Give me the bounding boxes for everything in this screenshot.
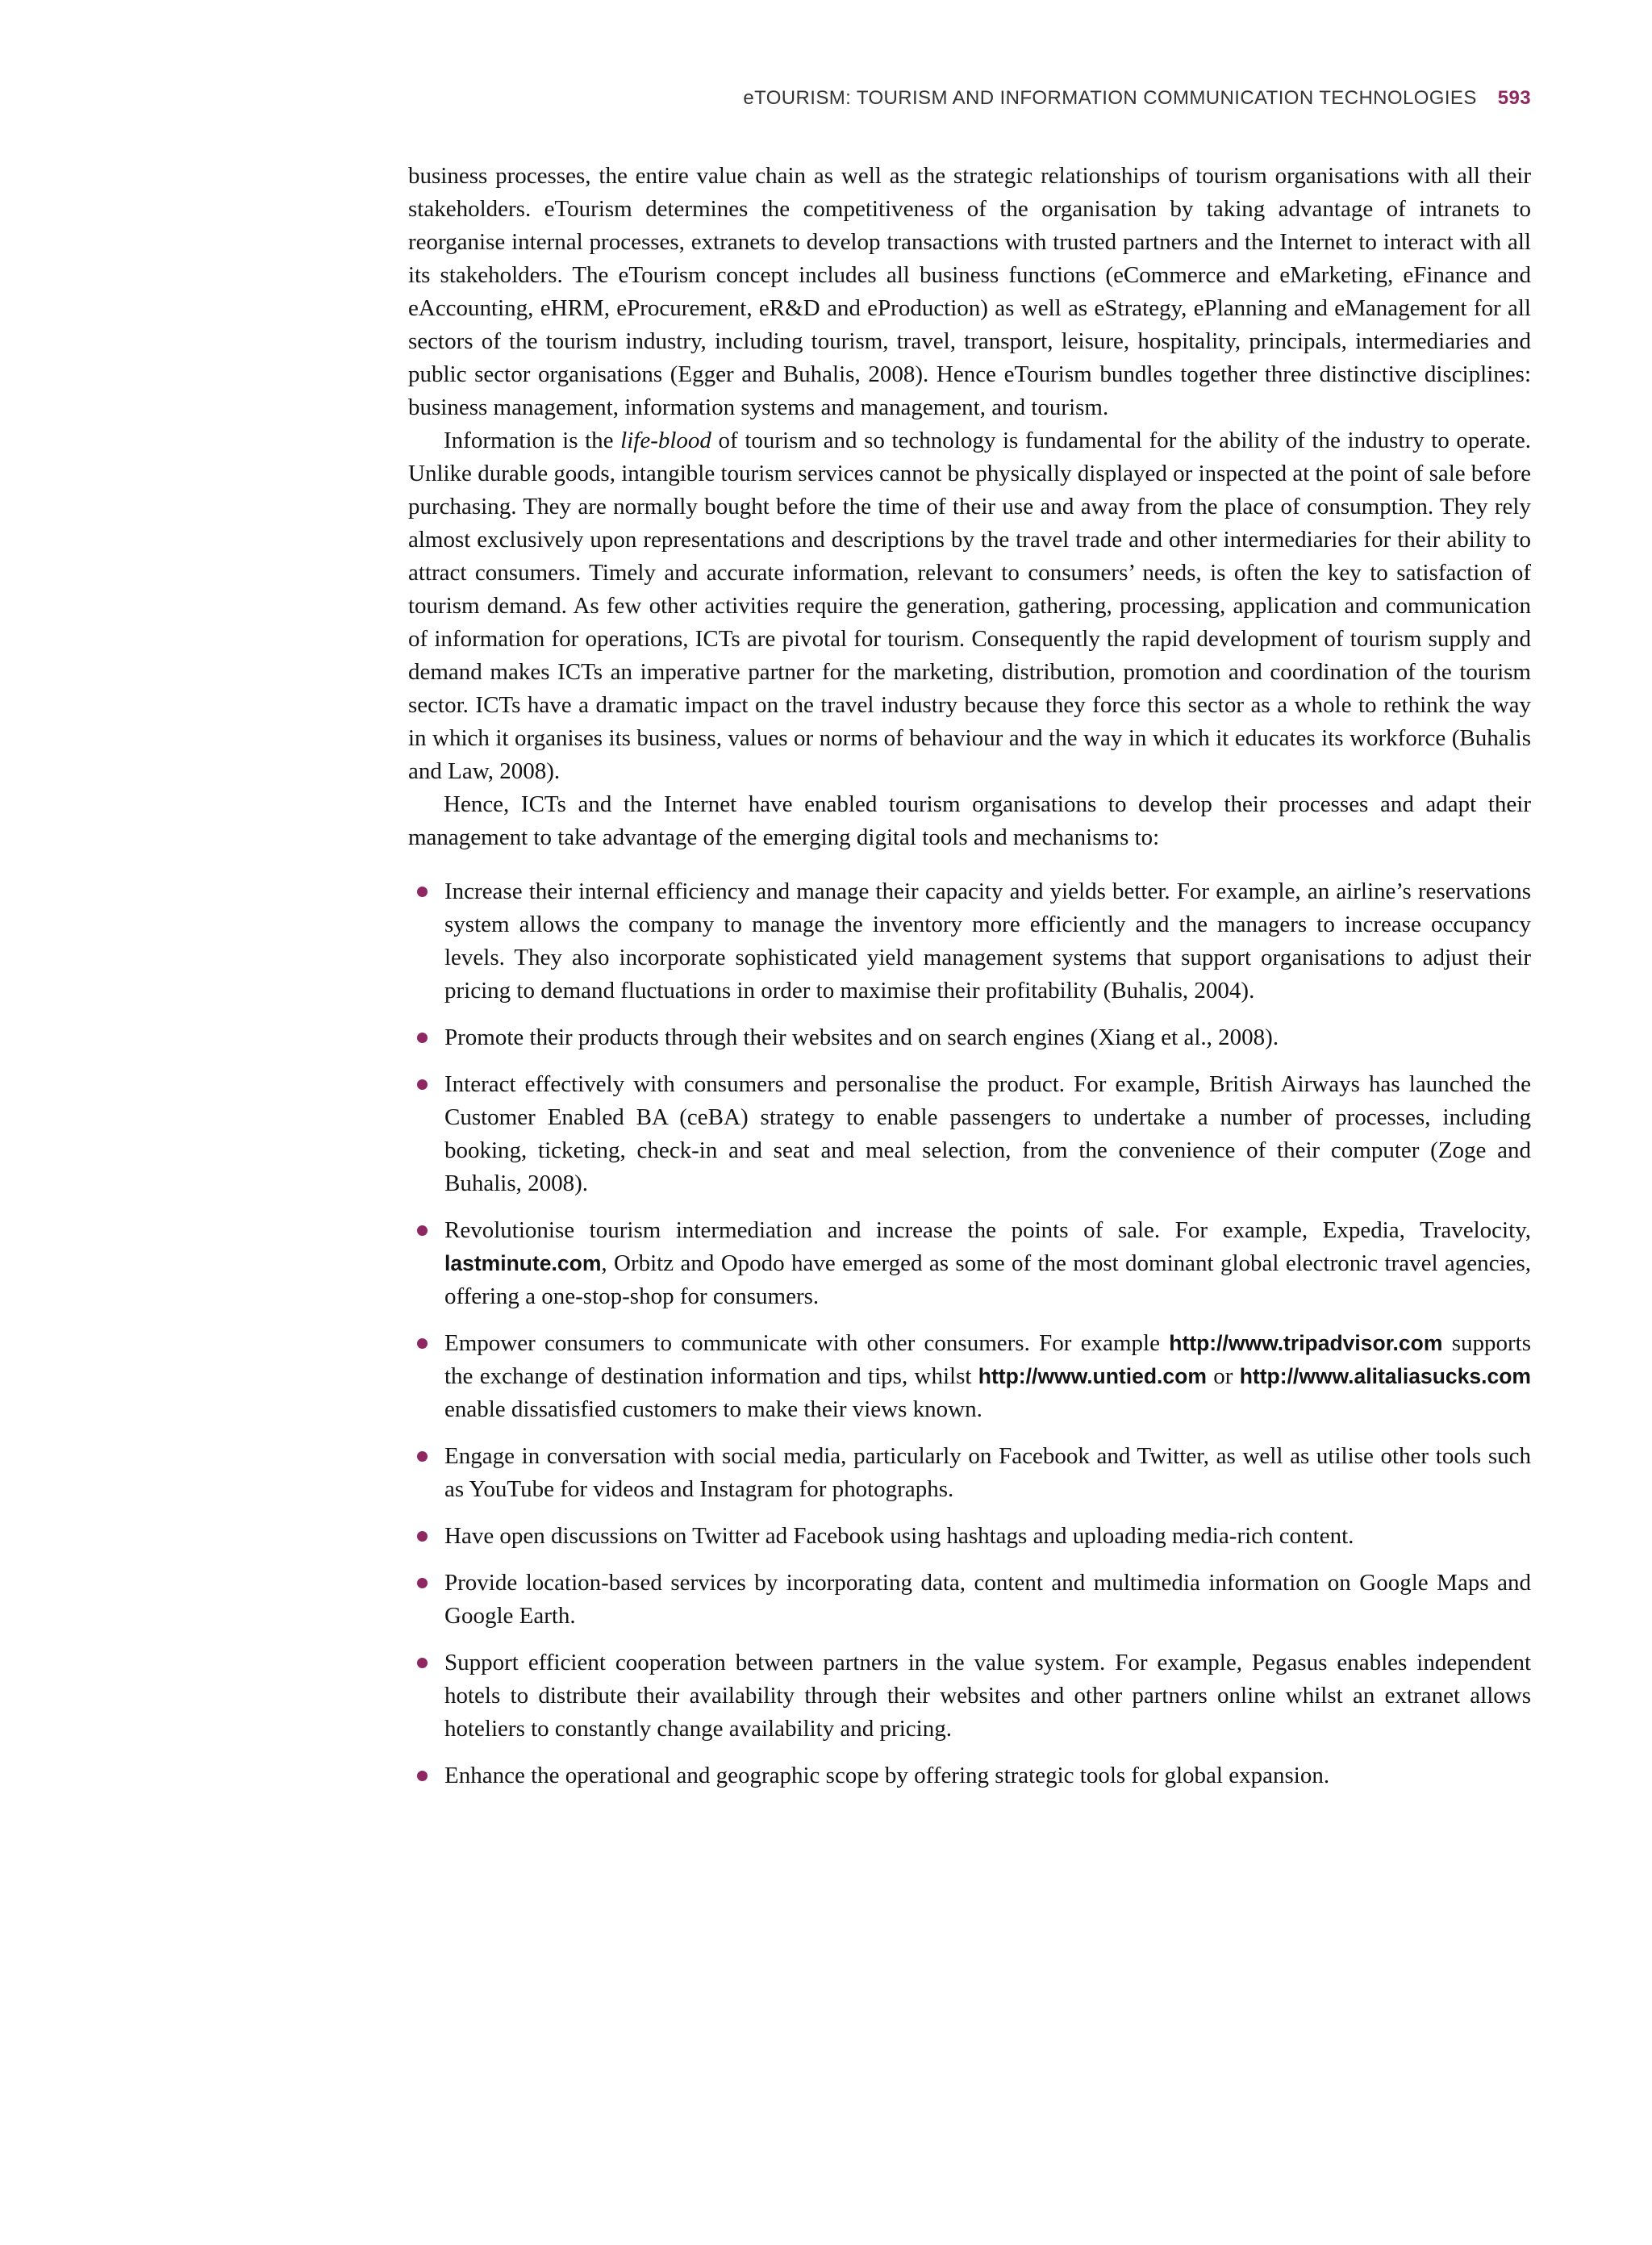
- paragraph-block: [408, 160, 1531, 854]
- bullet-list: [408, 875, 1531, 1792]
- bullet-dot-icon: [417, 1531, 428, 1542]
- text-run: Revolutionise tourism intermediation and increase the points of sale. For example, Expedia, Travelocity,: [444, 1217, 1531, 1243]
- bullet-item: [408, 875, 1531, 1008]
- text-run: Interact effectively with consumers and personalise the product. For example, British Airways has launched the Customer Enabled BA (ceBA) strategy to enable passengers to undertake a number of processes, including booking, ticketing, check-in and seat and meal selection, from the convenience of their computer (Zoge and Buhalis, 2008).: [444, 1071, 1531, 1196]
- bullet-dot-icon: [417, 1771, 428, 1781]
- bullet-dot-icon: [417, 1338, 428, 1349]
- bullet-text: [444, 875, 1531, 1008]
- text-run: Hence, ICTs and the Internet have enabled tourism organisations to develop their processes and adapt their management to take advantage of the emerging digital tools and mechanisms to:: [408, 791, 1531, 850]
- text-run: Empower consumers to communicate with other consumers. For example: [444, 1330, 1170, 1356]
- bullet-item: [408, 1567, 1531, 1633]
- text-run: Enhance the operational and geographic scope by offering strategic tools for global expansion.: [444, 1763, 1330, 1788]
- paragraph: [408, 424, 1531, 788]
- bullet-dot-icon: [417, 1658, 428, 1668]
- bullet-text: [444, 1068, 1531, 1200]
- text-run: Increase their internal efficiency and manage their capacity and yields better. For example, an airline’s reservations system allows the company to manage the inventory more efficiently and the managers to increase occupancy levels. They also incorporate sophisticated yield management systems that support organisations to adjust their pricing to demand fluctuations in order to maximise their profitability (Buhalis, 2004).: [444, 878, 1531, 1004]
- text-run: or: [1206, 1363, 1240, 1389]
- bullet-dot-icon: [417, 1225, 428, 1236]
- bullet-text: [444, 1646, 1531, 1746]
- text-run: Engage in conversation with social media, particularly on Facebook and Twitter, as well as utilise other tools such as YouTube for videos and Instagram for photographs.: [444, 1443, 1531, 1502]
- bullet-text: [444, 1440, 1531, 1506]
- text-run: http://www.tripadvisor.com: [1169, 1331, 1443, 1355]
- bullet-dot-icon: [417, 1033, 428, 1043]
- bullet-item: [408, 1214, 1531, 1313]
- text-run: of tourism and so technology is fundamental for the ability of the industry to operate. Unlike durable goods, intangible tourism services cannot be physically displayed or inspected at the point of sale before purchasing. They are normally bought before the time of their use and away from the place of consumption. They rely almost exclusively upon representations and descriptions by the travel trade and other intermediaries for their ability to attract consumers. Timely and accurate information, relevant to consumers’ needs, is often the key to satisfaction of tourism demand. As few other activities require the generation, gathering, processing, application and communication of information for operations, ICTs are pivotal for tourism. Consequently the rapid development of tourism supply and demand makes ICTs an imperative partner for the marketing, distribution, promotion and coordination of the tourism sector. ICTs have a dramatic impact on the travel industry because they force this sector as a whole to rethink the way in which it organises its business, values or norms of behaviour and the way in which it educates its workforce (Buhalis and Law, 2008).: [408, 428, 1531, 784]
- bullet-text: [444, 1021, 1531, 1054]
- text-run: Promote their products through their websites and on search engines (Xiang et al., 2008).: [444, 1024, 1279, 1050]
- bullet-dot-icon: [417, 1079, 428, 1090]
- text-run: business processes, the entire value chain as well as the strategic relationships of tourism organisations with all their stakeholders. eTourism determines the competitiveness of the organisation by taking advantage of intranets to reorganise internal processes, extranets to develop transactions with trusted partners and the Internet to interact with all its stakeholders. The eTourism concept includes all business functions (eCommerce and eMarketing, eFinance and eAccounting, eHRM, eProcurement, eR&D and eProduction) as well as eStrategy, ePlanning and eManagement for all sectors of the tourism industry, including tourism, travel, transport, leisure, hospitality, principals, intermediaries and public sector organisations (Egger and Buhalis, 2008). Hence eTourism bundles together three distinctive disciplines: business management, information systems and management, and tourism.: [408, 163, 1531, 420]
- paragraph: [408, 160, 1531, 424]
- text-run: enable dissatisfied customers to make their views known.: [444, 1396, 982, 1422]
- bullet-text: [444, 1327, 1531, 1426]
- text-run: life-blood: [620, 428, 711, 453]
- bullet-item: [408, 1021, 1531, 1054]
- running-head: [408, 87, 1531, 110]
- text-run: , Orbitz and Opodo have emerged as some of the most dominant global electronic travel agencies, offering a one-stop-shop for consumers.: [444, 1250, 1531, 1309]
- text-run: Provide location-based services by incorporating data, content and multimedia information on Google Maps and Google Earth.: [444, 1570, 1531, 1629]
- bullet-text: [444, 1214, 1531, 1313]
- bullet-dot-icon: [417, 1451, 428, 1462]
- page-body: [408, 160, 1531, 1792]
- paragraph: [408, 788, 1531, 854]
- bullet-item: [408, 1759, 1531, 1792]
- bullet-dot-icon: [417, 887, 428, 897]
- bullet-item: [408, 1440, 1531, 1506]
- text-run: http://www.untied.com: [978, 1364, 1207, 1388]
- text-run: supports the exchange of destination information and tips, whilst: [444, 1330, 1531, 1389]
- running-head-title: eTOURISM: TOURISM AND INFORMATION COMMUNICATION TECHNOLOGIES: [743, 87, 1477, 109]
- bullet-item: [408, 1520, 1531, 1553]
- text-run: Information is the: [444, 428, 621, 453]
- text-run: Have open discussions on Twitter ad Facebook using hashtags and uploading media-rich content.: [444, 1523, 1354, 1549]
- bullet-item: [408, 1327, 1531, 1426]
- text-run: Support efficient cooperation between partners in the value system. For example, Pegasus enables independent hotels to distribute their availability through their websites and other partners online whilst an extranet allows hoteliers to constantly change availability and pricing.: [444, 1650, 1531, 1742]
- text-run: http://www.alitaliasucks.com: [1239, 1364, 1531, 1388]
- page-number: 593: [1497, 87, 1531, 109]
- bullet-dot-icon: [417, 1578, 428, 1588]
- bullet-text: [444, 1520, 1531, 1553]
- bullet-text: [444, 1759, 1531, 1792]
- bullet-text: [444, 1567, 1531, 1633]
- bullet-item: [408, 1068, 1531, 1200]
- bullet-item: [408, 1646, 1531, 1746]
- text-run: lastminute.com: [444, 1251, 602, 1275]
